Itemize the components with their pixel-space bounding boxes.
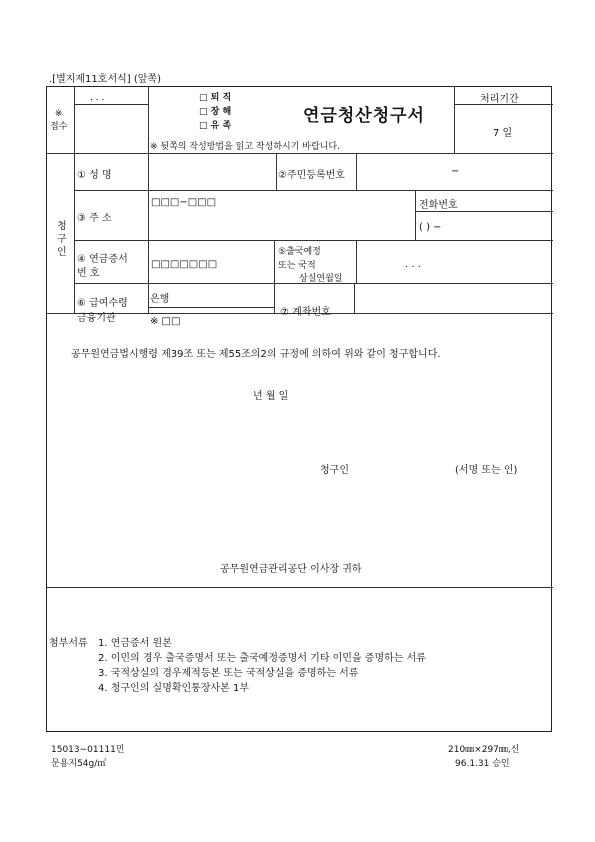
type-disability: □ 장 해 xyxy=(199,107,232,117)
footer-size: 210㎜×297㎜,신 xyxy=(448,745,520,755)
reception-label: ※ 접수 xyxy=(50,109,68,132)
reception-dots: . . . xyxy=(90,93,105,103)
bank-label-1: ⑥ 급여수령 xyxy=(77,298,128,309)
attachment-item: 2. 이민의 경우 출국증명서 또는 출국예정증명서 기타 이민을 증명하는 서류 xyxy=(98,653,426,664)
bank-value-1: 은행 xyxy=(150,294,170,305)
attachment-item: 1. 연금증서 원본 xyxy=(98,638,172,649)
form-title: 연금청산청구서 xyxy=(303,106,425,126)
sign-note: (서명 또는 인) xyxy=(455,465,518,476)
claimant-sign-label: 청구인 xyxy=(320,465,349,476)
account-label: ⑦ 계좌번호 xyxy=(280,307,331,318)
address-label: ③ 주 소 xyxy=(77,213,112,224)
bank-label-2: 금융기관 xyxy=(77,313,116,324)
departure-label-3: 상실연월일 xyxy=(299,274,343,284)
name-label: ① 성 명 xyxy=(77,170,112,181)
claimant-section-label: 청 구 인 xyxy=(57,221,67,258)
phone-value: ( ) − xyxy=(419,222,442,233)
pension-cert-value: □□□□□□□ xyxy=(151,259,218,270)
pension-cert-label-1: ④ 연금증서 xyxy=(77,254,128,265)
rrn-label: ②주민등록번호 xyxy=(278,170,345,181)
attachment-item: 3. 국적상실의 경우제적등본 또는 국적상실을 증명하는 서류 xyxy=(98,668,359,679)
footer-form-code: 15013−01111민 xyxy=(51,745,125,755)
attachments-label: 첨부서류 xyxy=(49,638,88,649)
form-number: .[별지제11호서식] (앞쪽) xyxy=(49,74,161,85)
processing-period-label: 처리기간 xyxy=(480,94,519,105)
date-line: 년 월 일 xyxy=(253,391,289,402)
pension-claim-form xyxy=(46,86,552,732)
footer-approval: 96.1.31 승인 xyxy=(455,759,510,769)
processing-period-value: 7 일 xyxy=(493,128,513,139)
phone-label: 전화번호 xyxy=(419,200,458,211)
departure-label-2: 또는 국적 xyxy=(278,261,316,271)
attachment-item: 4. 청구인의 실명확인통장사본 1부 xyxy=(98,683,250,694)
statement-text: 공무원연금법시행령 제39조 또는 제55조의2의 규정에 의하여 위와 같이 청구합니다. xyxy=(71,349,441,360)
departure-value: . . . xyxy=(405,259,421,270)
type-survivor: □ 유 족 xyxy=(199,121,232,131)
addressee: 공무원연금관리공단 이사장 귀하 xyxy=(220,564,362,575)
departure-label-1: ⑤출국예정 xyxy=(278,247,321,257)
pension-cert-label-2: 번 호 xyxy=(77,268,100,279)
address-value: □□□−□□□ xyxy=(151,197,217,208)
bank-value-2: ※ □□ xyxy=(150,316,181,327)
rrn-value: − xyxy=(451,166,460,177)
type-retirement: □ 퇴 직 xyxy=(199,93,232,103)
footer-paper-spec: 문용지54g/㎡ xyxy=(51,759,107,769)
instruction-note: ※ 뒷쪽의 작성방법을 읽고 작성하시기 바랍니다. xyxy=(150,142,340,152)
